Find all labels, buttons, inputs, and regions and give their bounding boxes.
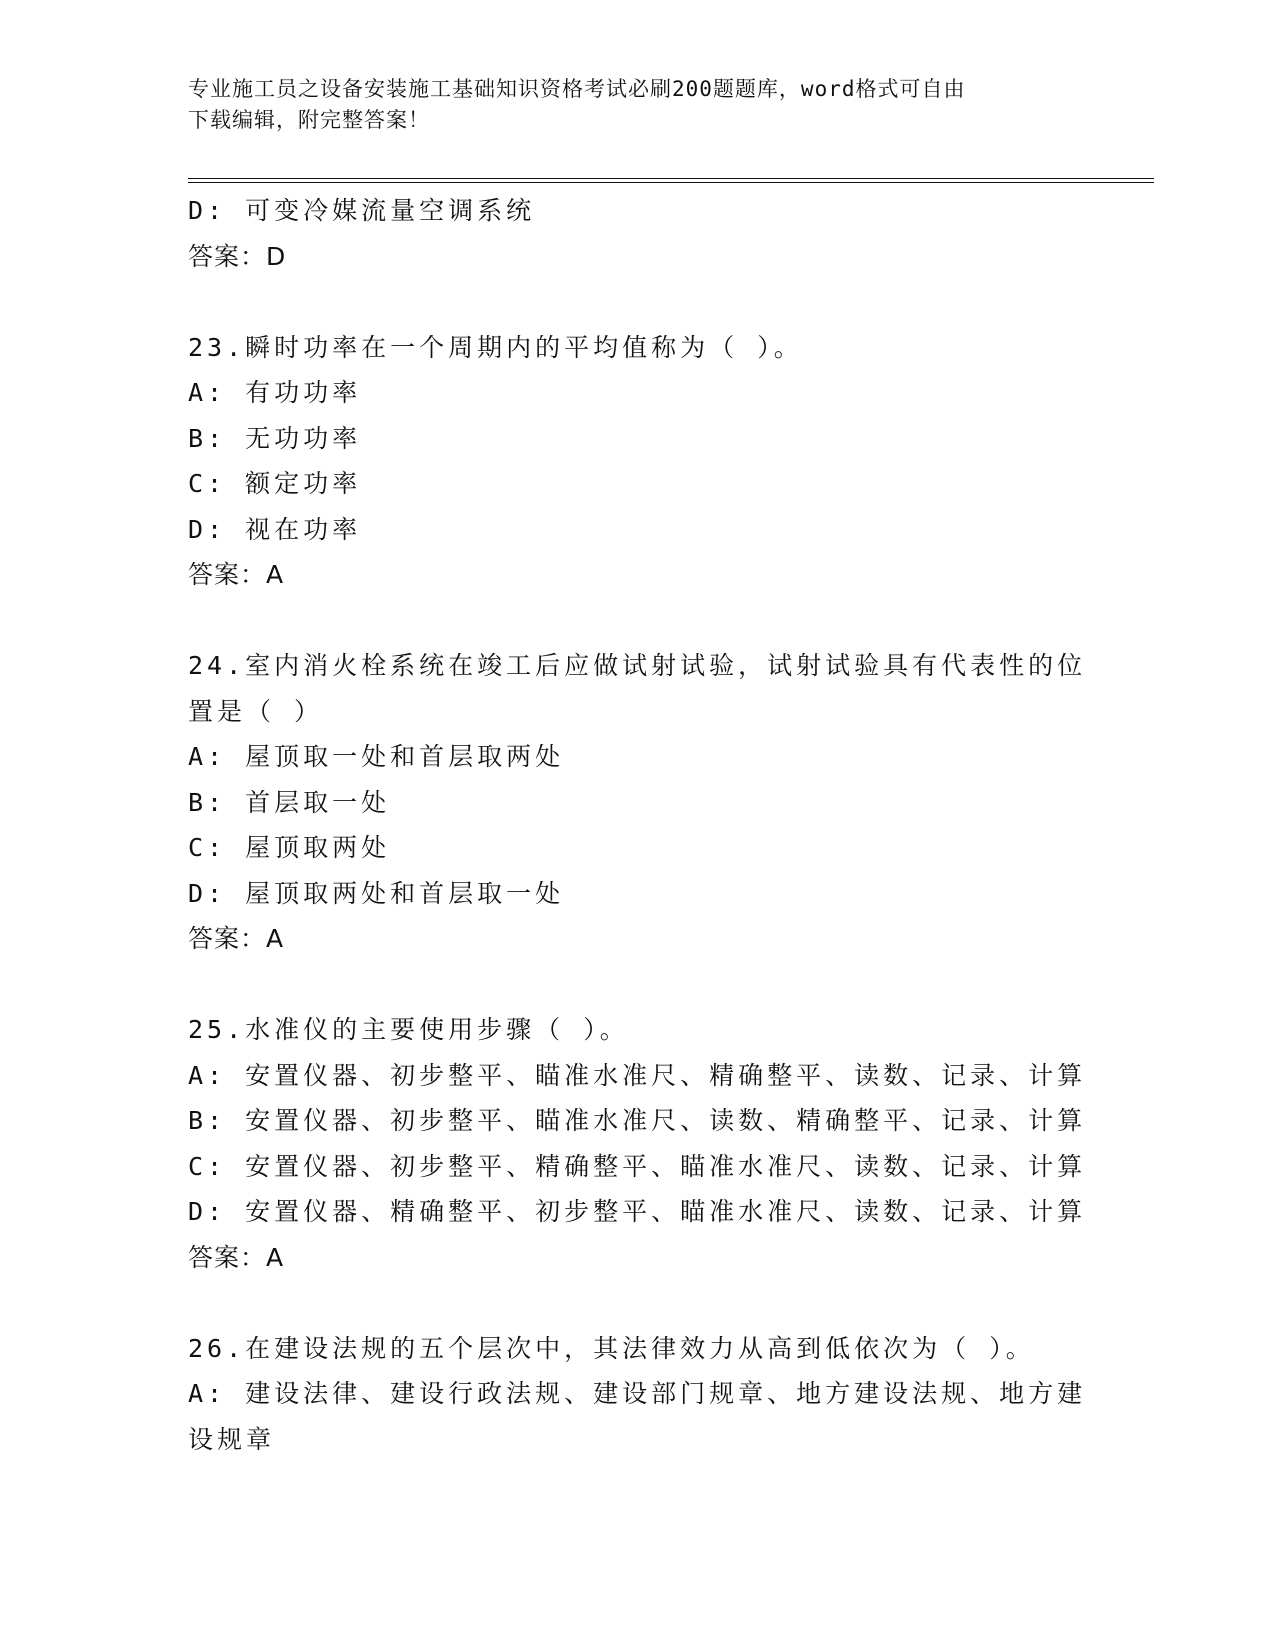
spacer bbox=[188, 1280, 1078, 1326]
question-24-option-d: D: 屋顶取两处和首层取一处 bbox=[188, 878, 565, 908]
question-25-option-b: B: 安置仪器、初步整平、瞄准水准尺、读数、精确整平、记录、计算 bbox=[188, 1106, 1087, 1135]
question-23-option-a: A: 有功功率 bbox=[188, 378, 362, 407]
question-23-answer: 答案：A bbox=[188, 560, 285, 589]
question-25-option-a: A: 安置仪器、初步整平、瞄准水准尺、精确整平、读数、记录、计算 bbox=[188, 1060, 1087, 1090]
question-24-option-a: A: 屋顶取一处和首层取两处 bbox=[188, 742, 565, 771]
question-24-option-b: B: 首层取一处 bbox=[188, 787, 391, 817]
question-23-option-c: C: 额定功率 bbox=[188, 469, 362, 498]
question-25-option-d: D: 安置仪器、精确整平、初步整平、瞄准水准尺、读数、记录、计算 bbox=[188, 1197, 1087, 1226]
question-24-stem-line-1: 24.室内消火栓系统在竣工后应做试射试验，试射试验具有代表性的位 bbox=[188, 651, 1087, 680]
header-line-1: 专业施工员之设备安装施工基础知识资格考试必刷200题题库，word格式可自由 bbox=[188, 77, 966, 101]
prev-option-d: D: 可变冷媒流量空调系统 bbox=[188, 196, 536, 225]
question-25-option-c: C: 安置仪器、初步整平、精确整平、瞄准水准尺、读数、记录、计算 bbox=[188, 1151, 1087, 1181]
question-list bbox=[188, 188, 1087, 1462]
spacer bbox=[188, 962, 1078, 1008]
question-23-option-b: B: 无功功率 bbox=[188, 423, 362, 453]
header-divider-bottom bbox=[188, 182, 1154, 183]
page-header bbox=[188, 74, 1068, 136]
question-24-option-c: C: 屋顶取两处 bbox=[188, 833, 391, 862]
question-23-option-d: D: 视在功率 bbox=[188, 514, 362, 544]
question-25-answer: 答案：A bbox=[188, 1242, 285, 1272]
question-24-answer: 答案：A bbox=[188, 924, 285, 953]
spacer bbox=[188, 279, 1078, 325]
header-divider-top bbox=[188, 178, 1154, 179]
question-24-stem-line-2: 置是（ ） bbox=[188, 696, 324, 726]
question-26-option-a-line-1: A: 建设法律、建设行政法规、建设部门规章、地方建设法规、地方建 bbox=[188, 1379, 1087, 1408]
question-26-stem: 26.在建设法规的五个层次中，其法律效力从高到低依次为（ ）。 bbox=[188, 1333, 1035, 1363]
question-25-stem: 25.水准仪的主要使用步骤（ ）。 bbox=[188, 1015, 629, 1044]
header-line-2: 下载编辑，附完整答案！ bbox=[188, 108, 430, 132]
question-26-option-a-line-2: 设规章 bbox=[188, 1424, 276, 1454]
question-23-stem: 23.瞬时功率在一个周期内的平均值称为（ ）。 bbox=[188, 332, 803, 362]
prev-answer: 答案：D bbox=[188, 241, 287, 271]
spacer bbox=[188, 598, 1078, 644]
